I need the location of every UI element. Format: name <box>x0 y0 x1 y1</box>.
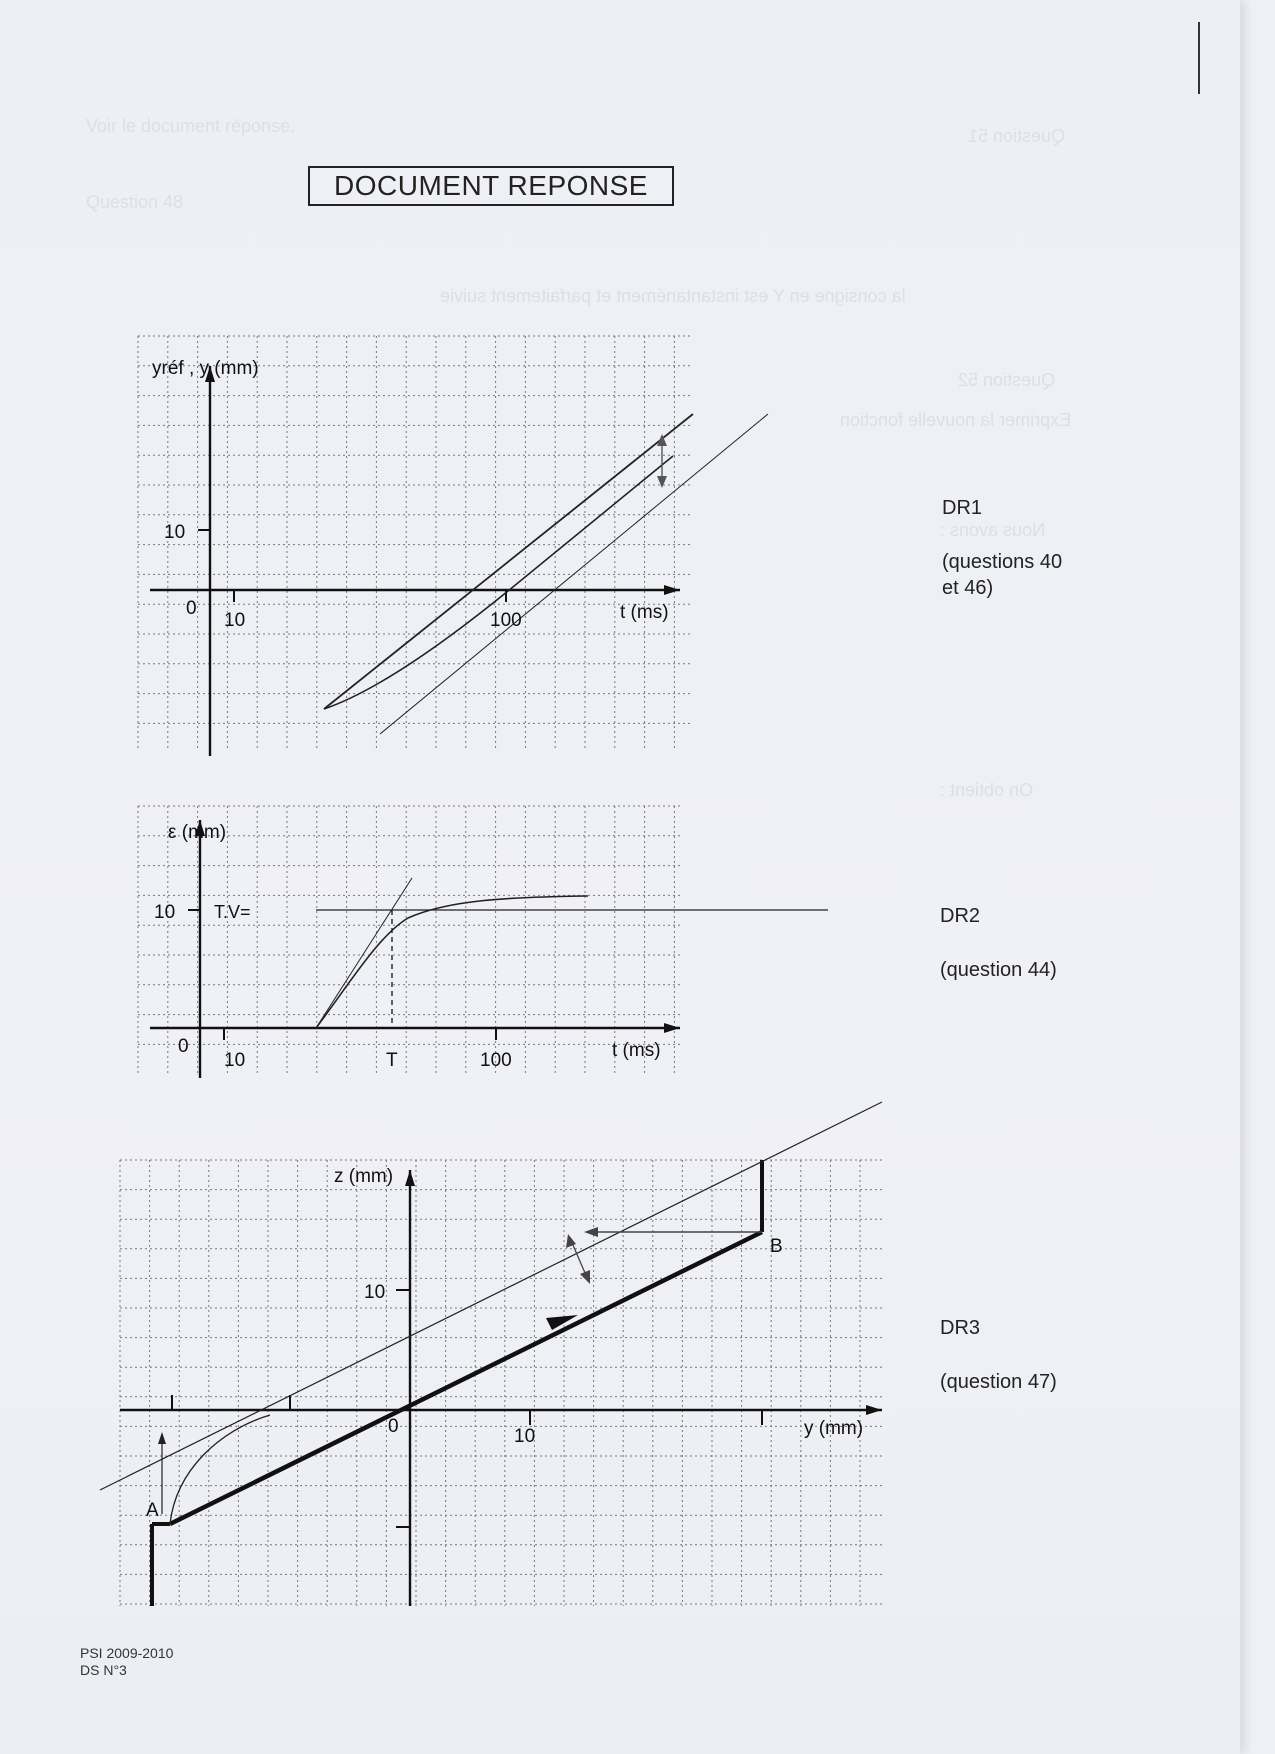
dr1-ylabel: yréf , y (mm) <box>152 358 259 379</box>
transient-curve <box>170 1415 270 1524</box>
page-title: DOCUMENT REPONSE <box>308 166 674 206</box>
dr3-name: DR3 <box>940 1317 981 1339</box>
dr3-xlabel: y (mm) <box>804 1418 864 1439</box>
x-axis-arrow-icon <box>866 1405 882 1415</box>
edge-mark <box>1198 22 1200 94</box>
error-curve <box>316 896 588 1028</box>
dr2-origin: 0 <box>178 1036 189 1057</box>
y-axis-arrow-icon <box>405 1170 415 1186</box>
dr3-questions-line1: (question 47) <box>940 1371 1057 1393</box>
dr1-questions-line2: et 46) <box>942 577 994 599</box>
reference-ramp-line <box>324 414 693 709</box>
dr1-xlabel: t (ms) <box>620 602 669 623</box>
dr1-tick-x2: 100 <box>490 610 522 631</box>
dr2-tv-label: T.V= <box>214 902 251 922</box>
dr2-xlabel: t (ms) <box>612 1040 661 1061</box>
ghost-text: la consigne en Y est instantanément et parfaitement suivie <box>440 286 906 306</box>
footer-line2: DS N°3 <box>80 1662 127 1678</box>
dr2-name: DR2 <box>940 905 981 927</box>
point-b-label: B <box>770 1236 783 1257</box>
dr2-ylabel: ε (mm) <box>168 822 227 843</box>
graph-dr2 <box>128 806 828 1078</box>
ghost-text: Question 48 <box>86 192 184 212</box>
dr1-tick-y: 10 <box>164 522 186 543</box>
dr1-tick-x1: 10 <box>224 610 246 631</box>
graph-dr3 <box>100 1130 900 1606</box>
dr3-tick-y: 10 <box>364 1282 386 1303</box>
graph-dr1 <box>128 336 708 756</box>
dr2-t-mark: T <box>386 1050 398 1071</box>
dr3-origin: 0 <box>388 1416 399 1437</box>
dr3-ylabel: z (mm) <box>334 1166 394 1187</box>
direction-arrow-icon <box>546 1315 578 1330</box>
dr2-tick-y: 10 <box>154 902 176 923</box>
ghost-text: On obtient : <box>940 780 1034 800</box>
ghost-text: Voir le document réponse. <box>86 116 296 136</box>
dr3-tick-x: 10 <box>514 1426 536 1447</box>
footer <box>80 1645 173 1679</box>
x-axis-arrow-icon <box>664 1023 680 1033</box>
dr1-origin: 0 <box>186 598 197 619</box>
dr1-name: DR1 <box>942 497 983 519</box>
tangent-line <box>316 878 412 1028</box>
trajectory-line <box>170 1232 762 1524</box>
point-a-label: A <box>146 1500 159 1521</box>
x-axis-arrow-icon <box>664 585 680 595</box>
dr2-tick-x2: 100 <box>480 1050 512 1071</box>
ghost-text: Question 52 <box>958 370 1056 390</box>
dr2-tick-x1: 10 <box>224 1050 246 1071</box>
ghost-text: Exprimer la nouvelle fonction <box>840 410 1072 430</box>
ghost-text: Question 51 <box>968 126 1066 146</box>
ghost-text: Nous avons : <box>940 520 1046 540</box>
dr2-questions-line1: (question 44) <box>940 959 1057 981</box>
footer-line1: PSI 2009-2010 <box>80 1645 174 1661</box>
dr1-questions-line1: (questions 40 <box>942 551 1063 573</box>
